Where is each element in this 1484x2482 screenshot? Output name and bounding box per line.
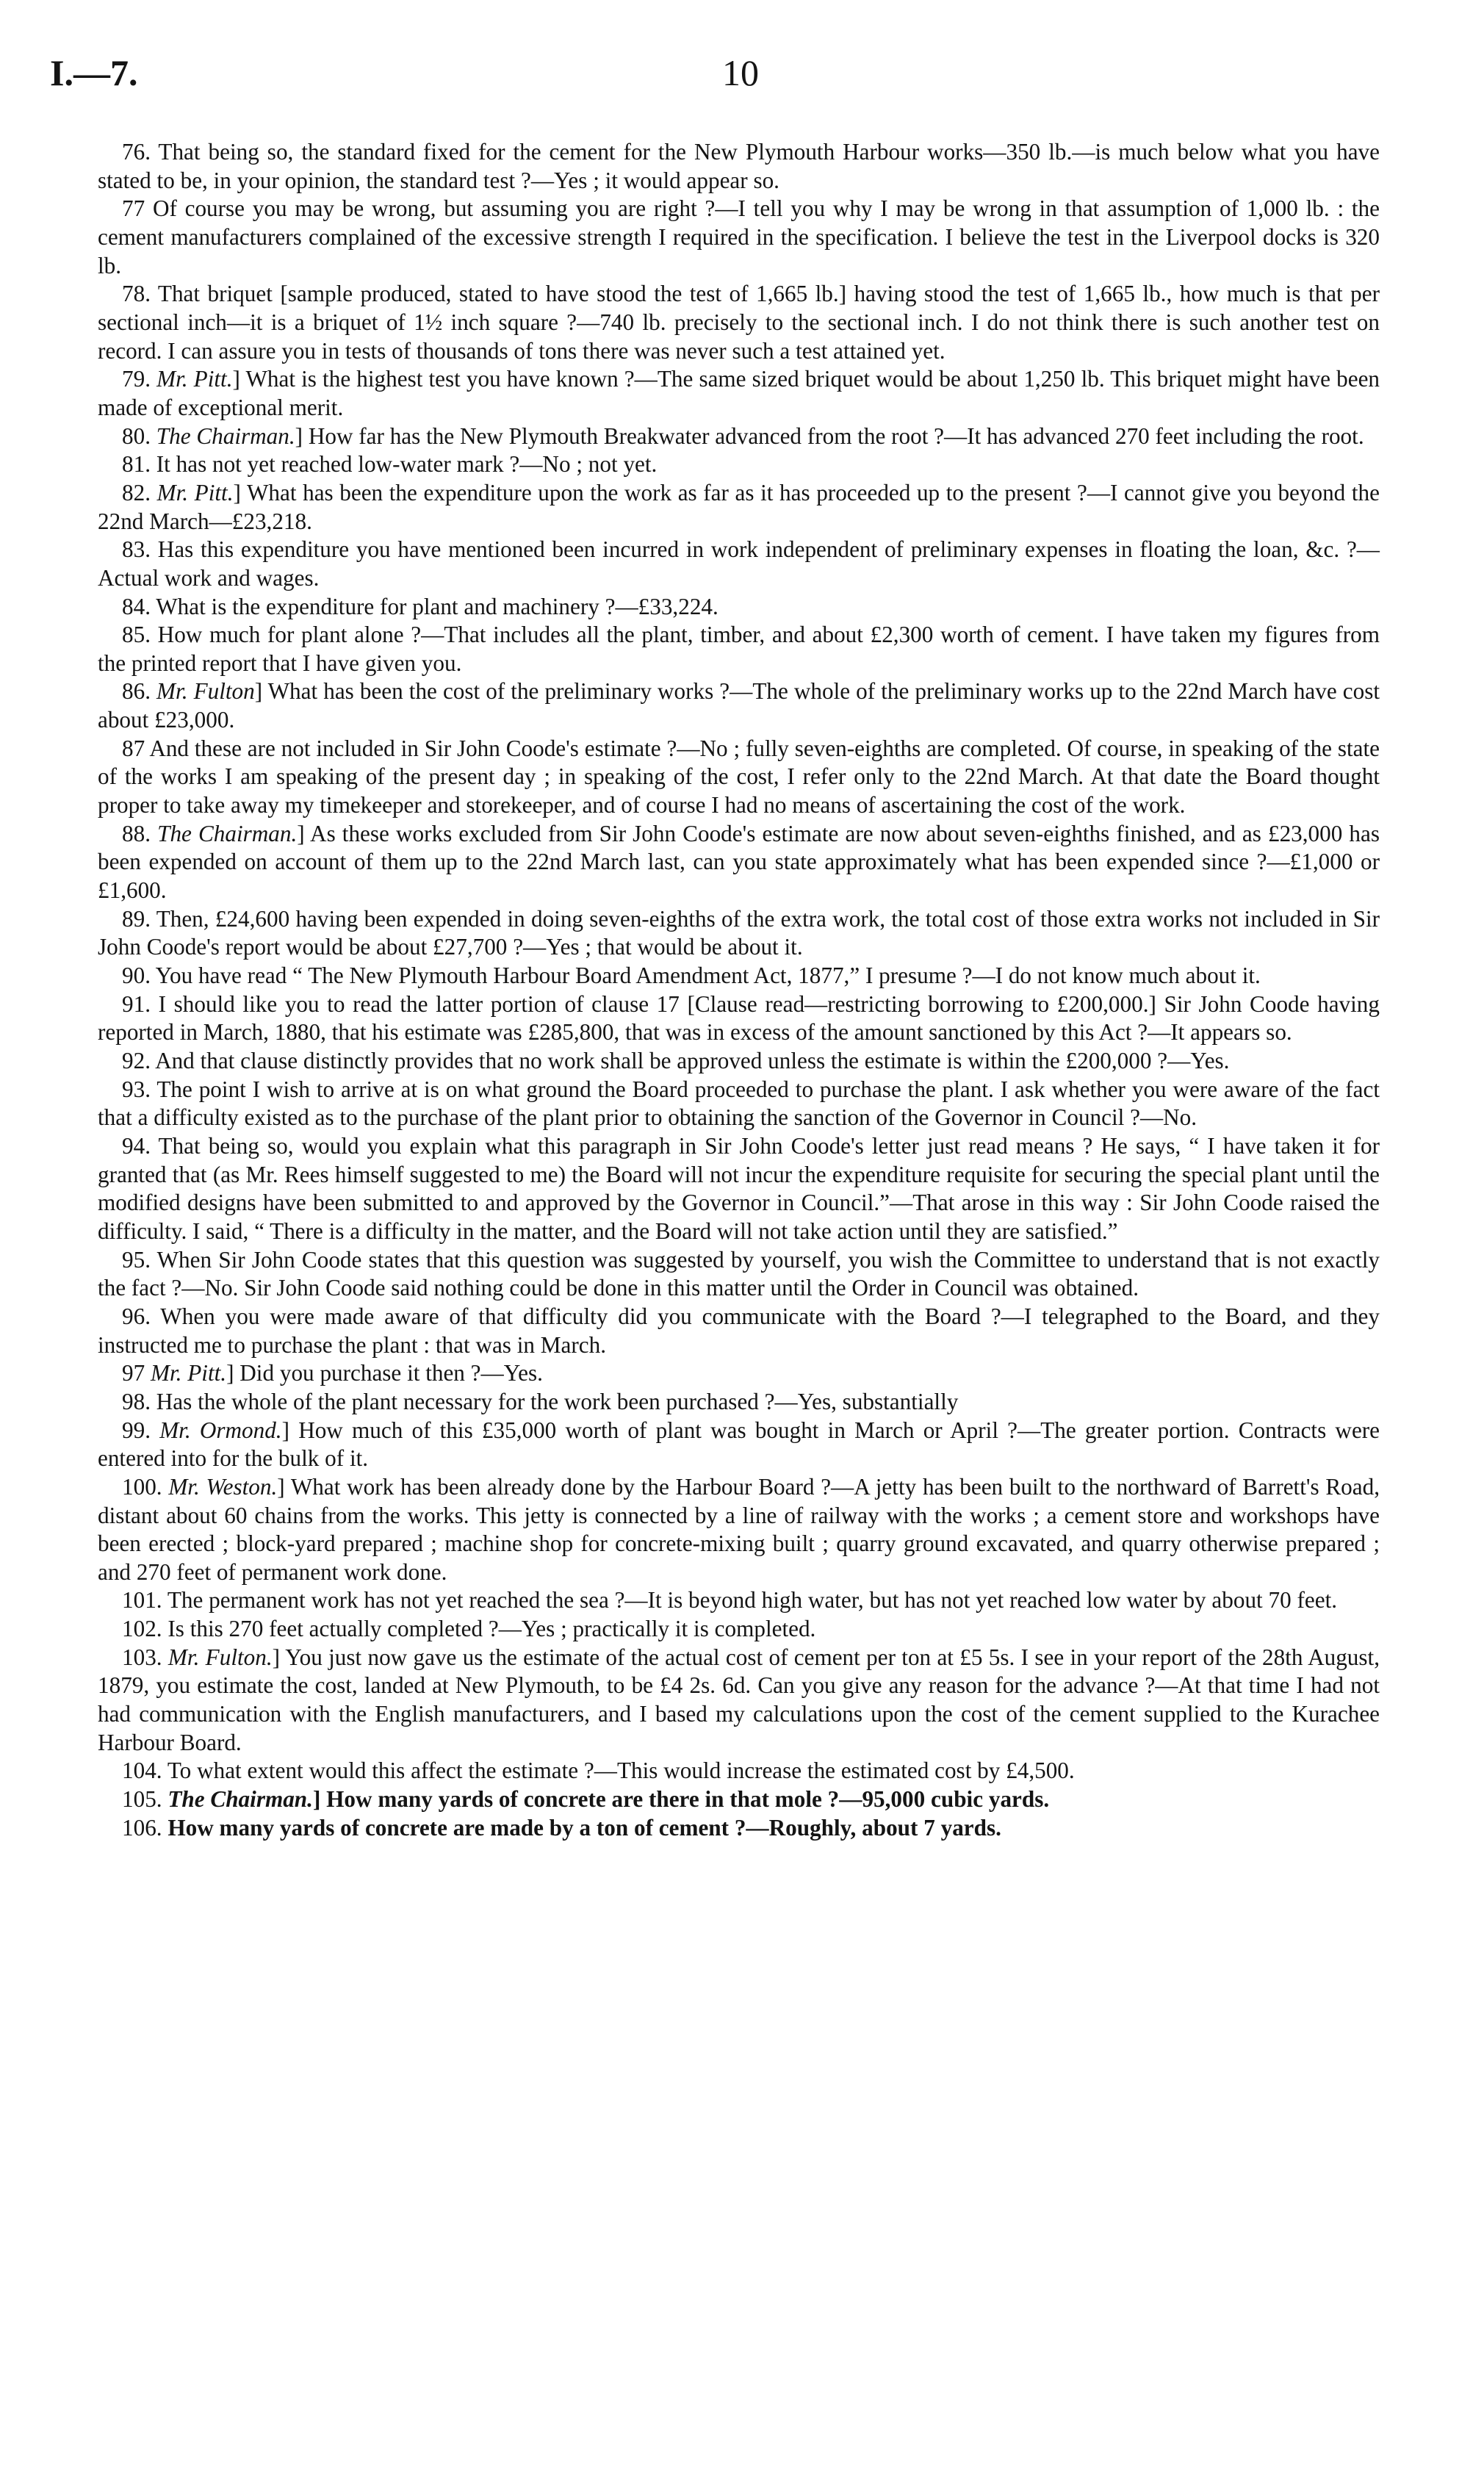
question-answer-text: I should like you to read the latter portion of clause 17 [Clause read—restricting borrowing to £200,000.] Sir John Coode having reported in March, 1880, that his estimate was £285,800, that was in excess of the amount sanctioned by this Act ?—It appears so. [98, 990, 1380, 1046]
question-answer-text: And that clause distinctly provides that no work shall be approved unless the estimate is within the £200,000 ?—Yes. [155, 1048, 1230, 1073]
question-number: 97 [122, 1360, 145, 1386]
question-number: 84. [122, 593, 151, 619]
question-answer-text: What has been the expenditure upon the work as far as it has proceeded up to the present ?—I cannot give you beyond the 22nd March—£23,218. [98, 479, 1380, 534]
evidence-paragraph [98, 593, 1380, 622]
evidence-paragraph [98, 1303, 1380, 1359]
evidence-paragraph [98, 905, 1380, 962]
evidence-paragraph: 103. Mr. Fulton.] You just now gave us the estimate of the actual cost of cement per ton at £5 5s. I see in your report of the 28th August, 1879, you estimate the cost, landed at New Plymouth, to be £4 2s. 6d. Can you give any reason for the advance ?—At that time I had not had communication with the English manufacturers, and I based my calculations upon the cost of the cement supplied to the Kurachee Harbour Board. [98, 1644, 1380, 1755]
question-answer-text: Has the whole of the plant necessary for the work been purchased ?—Yes, substantially [156, 1388, 959, 1414]
question-number: 106. [122, 1814, 162, 1841]
evidence-paragraph [98, 1586, 1380, 1615]
question-answer-text: That being so, the standard fixed for the cement for the New Plymouth Harbour works—350 lb.—is much below what you have stated to be, in your opinion, the standard test ?—Yes ; it would appear so. [98, 139, 1380, 193]
question-number: 79. [122, 366, 151, 392]
evidence-paragraph [98, 195, 1380, 280]
question-number: 99. [122, 1417, 151, 1443]
question-number: 88. [122, 820, 151, 846]
speaker-name: Mr. Pitt. [156, 366, 233, 392]
question-answer-text: When you were made aware of that difficulty did you communicate with the Board ?—I telegraphed to the Board, and they instructed me to purchase the plant : that was in March. [98, 1303, 1380, 1358]
question-answer-text: What has been the cost of the preliminary works ?—The whole of the preliminary works up to the 22nd March have cost about £23,000. [98, 678, 1380, 733]
question-answer-text: How much of this £35,000 worth of plant was bought in March or April ?—The greater portion. Contracts were entered into for the bulk of it. [98, 1417, 1380, 1472]
evidence-paragraph: 79. Mr. Pitt.] What is the highest test you have known ?—The same sized briquet would be about 1,250 lb. This briquet might have been made of exceptional merit. [98, 366, 1380, 420]
question-answer-text: Did you purchase it then ?—Yes. [239, 1360, 543, 1386]
evidence-paragraph: 99. Mr. Ormond.] How much of this £35,000 worth of plant was bought in March or April ?—The greater portion. Contracts were entered into for the bulk of it. [98, 1417, 1380, 1472]
question-number: 77 [122, 195, 145, 222]
question-answer-text: Is this 270 feet actually completed ?—Yes ; practically it is completed. [168, 1616, 816, 1642]
evidence-paragraph [98, 1047, 1380, 1076]
question-answer-text: Of course you may be wrong, but assuming you are right ?—I tell you why I may be wrong in that assumption of 1,000 lb. : the cement manufacturers complained of the excessive strength I required in the specification. I believe the test in the Liverpool docks is 320 lb. [98, 195, 1380, 278]
speaker-name: Mr. Pitt. [150, 1360, 227, 1386]
evidence-paragraph [98, 962, 1380, 990]
question-number: 104. [122, 1758, 162, 1784]
question-number: 94. [122, 1132, 151, 1159]
evidence-paragraph [98, 536, 1380, 592]
evidence-paragraph [98, 450, 1380, 479]
speaker-name: Mr. Fulton [156, 678, 255, 705]
question-number: 98. [122, 1388, 151, 1414]
question-number: 80. [122, 422, 151, 449]
question-number: 76. [122, 139, 151, 165]
speaker-name: The Chairman. [157, 820, 298, 846]
question-answer-text: When Sir John Coode states that this question was suggested by yourself, you wish the Committee to understand that is not exactly the fact ?—No. Sir John Coode said nothing could be done in this matter until the Order in Council was obtained. [98, 1246, 1380, 1301]
question-answer-text: The point I wish to arrive at is on what ground the Board proceeded to purchase the plant. I ask whether you were aware of the fact that a difficulty existed as to the purchase of the plant prior to obtaining the sanction of the Governor in Council ?—No. [98, 1076, 1380, 1131]
speaker-name: Mr. Weston. [168, 1473, 278, 1500]
evidence-paragraph: 88. The Chairman.] As these works excluded from Sir John Coode's estimate are now about seven-eighths finished, and as £23,000 has been expended on account of them up to the 22nd March last, can you state approximately what has been expended since ?—£1,000 or £1,600. [98, 820, 1380, 904]
speaker-name: Mr. Ormond. [159, 1417, 282, 1443]
question-answer-text: How many yards of concrete are made by a ton of cement ?—Roughly, about 7 yards. [168, 1814, 1001, 1841]
question-answer-text: That briquet [sample produced, stated to have stood the test of 1,665 lb.] having stood the test of 1,665 lb., how much is that per sectional inch—it is a briquet of 1½ inch square ?—740 lb. precisely to the sectional inch. I do not think there is such another test on record. I can assure you in tests of thousands of tons there was never such a test attained yet. [98, 281, 1380, 364]
evidence-paragraph [98, 621, 1380, 677]
question-number: 81. [122, 451, 151, 478]
evidence-paragraph: 80. The Chairman.] How far has the New Plymouth Breakwater advanced from the root ?—It has advanced 270 feet including the root. [122, 422, 1364, 449]
question-number: 90. [122, 963, 151, 989]
question-number: 102. [122, 1616, 162, 1642]
evidence-paragraph [98, 138, 1380, 195]
evidence-paragraph [98, 1757, 1380, 1785]
question-number: 78. [122, 281, 151, 307]
evidence-paragraph [98, 1388, 1380, 1417]
question-number: 93. [122, 1076, 151, 1102]
speaker-name: Mr. Pitt. [156, 479, 234, 506]
question-answer-text: What is the highest test you have known ?—The same sized briquet would be about 1,250 lb. This briquet might have been made of exceptional merit. [98, 366, 1380, 420]
question-number: 100. [122, 1473, 162, 1500]
evidence-paragraph [98, 990, 1380, 1047]
question-number: 89. [122, 905, 151, 932]
minutes-of-evidence [98, 138, 1380, 1842]
question-answer-text: As these works excluded from Sir John Coode's estimate are now about seven-eighths finished, and as £23,000 has been expended on account of them up to the 22nd March last, can you state approximately what has been expended since ?—£1,000 or £1,600. [98, 820, 1380, 904]
question-number: 105. [122, 1786, 162, 1813]
evidence-paragraph: 100. Mr. Weston.] What work has been already done by the Harbour Board ?—A jetty has been built to the northward of Barrett's Road, distant about 60 chains from the works. This jetty is connected by a line of railway with the works ; a cement store and workshops have been erected ; block-yard prepared ; machine shop for concrete-mixing built ; quarry ground excavated, and quarry otherwise prepared ; and 270 feet of permanent work done. [98, 1473, 1380, 1585]
evidence-paragraph [98, 1615, 1380, 1644]
evidence-paragraph: 86. Mr. Fulton] What has been the cost of the preliminary works ?—The whole of the preliminary works up to the 22nd March have cost about £23,000. [98, 678, 1380, 733]
question-number: 96. [122, 1303, 151, 1329]
question-number: 85. [122, 622, 151, 648]
evidence-paragraph: 105. The Chairman.] How many yards of concrete are there in that mole ?—95,000 cubic yards. [122, 1786, 1050, 1813]
question-answer-text: You just now gave us the estimate of the actual cost of cement per ton at £5 5s. I see in your report of the 28th August, 1879, you estimate the cost, landed at New Plymouth, to be £4 2s. 6d. Can you give any reason for the advance ?—At that time I had not had communication with the English manufacturers, and I based my calculations upon the cost of the cement supplied to the Kurachee Harbour Board. [98, 1644, 1380, 1755]
speaker-name: The Chairman. [156, 422, 295, 449]
question-answer-text: And these are not included in Sir John Coode's estimate ?—No ; fully seven-eighths are completed. Of course, in speaking of the state of the works I am speaking of the present day ; in speaking of the cost, I refer only to the 22nd March. At that date the Board thought proper to take away my timekeeper and storekeeper, and of course I had no means of ascertaining the cost of the work. [98, 735, 1380, 819]
evidence-paragraph: 97 Mr. Pitt.] Did you purchase it then ?—Yes. [122, 1360, 543, 1386]
question-answer-text: What is the expenditure for plant and machinery ?—£33,224. [156, 593, 718, 619]
evidence-paragraph: 82. Mr. Pitt.] What has been the expenditure upon the work as far as it has proceeded up to the present ?—I cannot give you beyond the 22nd March—£23,218. [98, 479, 1380, 534]
evidence-paragraph [98, 280, 1380, 365]
question-number: 101. [122, 1587, 162, 1614]
page-header [50, 51, 1431, 110]
question-answer-text: Then, £24,600 having been expended in doing seven-eighths of the extra work, the total cost of those extra works not included in Sir John Coode's report would be about £27,700 ?—Yes ; that would be about it. [98, 905, 1380, 960]
question-answer-text: The permanent work has not yet reached the sea ?—It is beyond high water, but has not yet reached low water by about 70 feet. [167, 1587, 1338, 1614]
question-answer-text: That being so, would you explain what this paragraph in Sir John Coode's letter just read means ? He says, “ I have taken it for granted that (as Mr. Rees himself suggested to me) the Board will not incur the expenditure requisite for securing the special plant until the modified designs have been submitted to and approved by the Governor in Council.”—That arose in this way : Sir John Coode raised the difficulty. I said, “ There is a difficulty in the matter, and the Board will not take action until they are satisfied.” [98, 1132, 1380, 1244]
evidence-paragraph [98, 1246, 1380, 1303]
evidence-paragraph [98, 1076, 1380, 1132]
question-answer-text: You have read “ The New Plymouth Harbour Board Amendment Act, 1877,” I presume ?—I do not know much about it. [155, 963, 1261, 989]
question-answer-text: Has this expenditure you have mentioned been incurred in work independent of preliminary expenses in floating the loan, &c. ?—Actual work and wages. [98, 536, 1380, 591]
question-number: 83. [122, 536, 151, 563]
question-answer-text: How far has the New Plymouth Breakwater advanced from the root ?—It has advanced 270 feet including the root. [308, 422, 1364, 449]
page-number: 10 [722, 52, 759, 93]
question-number: 103. [122, 1644, 162, 1670]
question-answer-text: How much for plant alone ?—That includes all the plant, timber, and about £2,300 worth of cement. I have taken my figures from the printed report that I have given you. [98, 622, 1380, 676]
question-number: 86. [122, 678, 151, 705]
question-number: 87 [122, 735, 145, 761]
question-number: 91. [122, 990, 151, 1017]
question-number: 95. [122, 1246, 151, 1273]
speaker-name: The Chairman. [168, 1786, 313, 1813]
question-answer-text: It has not yet reached low-water mark ?—No ; not yet. [156, 451, 658, 478]
speaker-name: Mr. Fulton. [168, 1644, 273, 1670]
question-answer-text: How many yards of concrete are there in that mole ?—95,000 cubic yards. [326, 1786, 1050, 1813]
question-number: 82. [122, 479, 151, 506]
question-answer-text: To what extent would this affect the estimate ?—This would increase the estimated cost by £4,500. [167, 1758, 1075, 1784]
evidence-paragraph [98, 1132, 1380, 1246]
question-answer-text: What work has been already done by the Harbour Board ?—A jetty has been built to the northward of Barrett's Road, distant about 60 chains from the works. This jetty is connected by a line of railway with the works ; a cement store and workshops have been erected ; block-yard prepared ; machine shop for concrete-mixing built ; quarry ground excavated, and quarry otherwise prepared ; and 270 feet of permanent work done. [98, 1473, 1380, 1585]
evidence-paragraph [98, 735, 1380, 820]
question-number: 92. [122, 1048, 151, 1073]
evidence-paragraph [98, 1814, 1380, 1843]
document-reference: I.—7. [50, 52, 138, 93]
